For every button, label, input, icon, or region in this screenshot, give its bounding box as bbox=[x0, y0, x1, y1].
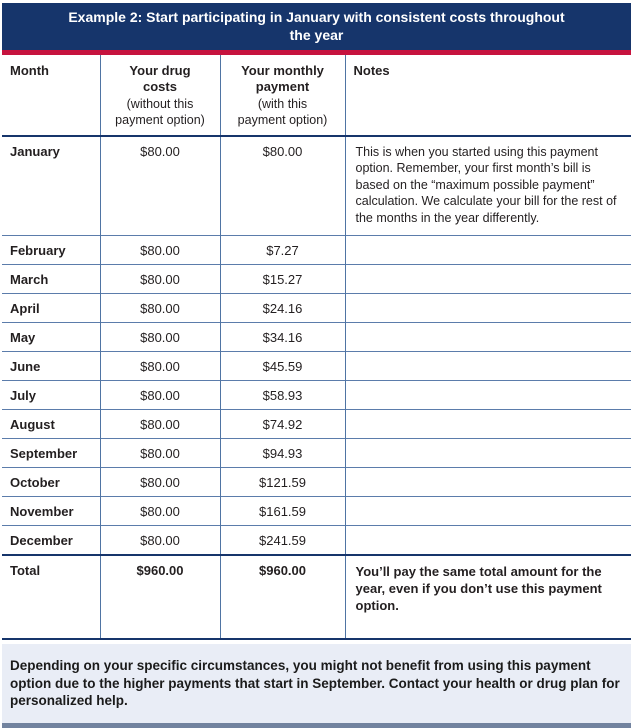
total-drug-costs-cell: $960.00 bbox=[100, 555, 220, 640]
notes-cell bbox=[345, 293, 631, 322]
drug-costs-cell: $80.00 bbox=[100, 136, 220, 236]
total-notes-cell: You’ll pay the same total amount for the year, even if you don’t use this payment option. bbox=[345, 555, 631, 640]
column-sublabel: (without this payment option) bbox=[115, 97, 205, 128]
monthly-payment-cell: $45.59 bbox=[220, 351, 345, 380]
month-cell: June bbox=[10, 358, 41, 374]
table-row-september bbox=[2, 438, 631, 467]
notes-cell bbox=[345, 264, 631, 293]
drug-costs-cell: $80.00 bbox=[100, 322, 220, 351]
monthly-payment-cell: $58.93 bbox=[220, 380, 345, 409]
notes-cell bbox=[345, 322, 631, 351]
table-title-text: Example 2: Start participating in January with consistent costs throughout the year bbox=[68, 9, 565, 44]
monthly-payment-cell: $74.92 bbox=[220, 409, 345, 438]
notes-cell: This is when you started using this payment option. Remember, your first month’s bill is based on the “maximum possible payment” calculation. We calculate your bill for the rest of the months in the year differently. bbox=[345, 136, 631, 236]
table-row-july bbox=[2, 380, 631, 409]
column-label: Month bbox=[10, 63, 49, 79]
month-cell: March bbox=[10, 271, 49, 287]
table-row-april bbox=[2, 293, 631, 322]
notes-cell bbox=[345, 235, 631, 264]
monthly-payment-cell: $15.27 bbox=[220, 264, 345, 293]
table-row-may bbox=[2, 322, 631, 351]
column-sublabel: (with this payment option) bbox=[237, 97, 328, 128]
bottom-border-bar bbox=[2, 723, 631, 728]
table-row-january bbox=[2, 136, 631, 236]
drug-costs-cell: $80.00 bbox=[100, 351, 220, 380]
month-cell: January bbox=[10, 143, 60, 159]
table-header bbox=[2, 55, 631, 135]
drug-costs-cell: $80.00 bbox=[100, 409, 220, 438]
table-row-march bbox=[2, 264, 631, 293]
table-row-february bbox=[2, 235, 631, 264]
month-cell: May bbox=[10, 329, 36, 345]
notes-cell bbox=[345, 438, 631, 467]
total-monthly-payment-cell: $960.00 bbox=[220, 555, 345, 640]
disclaimer-footnote bbox=[2, 644, 631, 723]
monthly-payment-cell: $34.16 bbox=[220, 322, 345, 351]
monthly-payment-cell: $24.16 bbox=[220, 293, 345, 322]
table-row-november bbox=[2, 496, 631, 525]
column-label: Your monthly payment bbox=[241, 63, 324, 95]
monthly-payment-cell: $94.93 bbox=[220, 438, 345, 467]
table-title bbox=[2, 3, 631, 50]
drug-costs-cell: $80.00 bbox=[100, 467, 220, 496]
monthly-payment-cell: $7.27 bbox=[220, 235, 345, 264]
month-cell: December bbox=[10, 532, 73, 548]
drug-costs-cell: $80.00 bbox=[100, 380, 220, 409]
column-header-notes bbox=[345, 55, 631, 135]
payment-example-table bbox=[2, 55, 631, 640]
drug-costs-cell: $80.00 bbox=[100, 264, 220, 293]
month-cell: November bbox=[10, 503, 74, 519]
column-label: Your drug costs bbox=[129, 63, 191, 95]
table-row-october bbox=[2, 467, 631, 496]
column-label: Notes bbox=[353, 63, 390, 79]
notes-cell bbox=[345, 496, 631, 525]
column-header-monthly-payment bbox=[220, 55, 345, 135]
column-header-month bbox=[2, 55, 100, 135]
total-label-cell: Total bbox=[10, 562, 41, 578]
disclaimer-text: Depending on your specific circumstances, you might not benefit from using this payment option due to the higher payments that start in September. Contact your health or drug plan for personalized help. bbox=[10, 658, 620, 709]
table-body bbox=[2, 136, 631, 640]
month-cell: April bbox=[10, 300, 40, 316]
drug-costs-cell: $80.00 bbox=[100, 293, 220, 322]
column-header-drug-costs bbox=[100, 55, 220, 135]
monthly-payment-cell: $241.59 bbox=[220, 525, 345, 555]
notes-cell bbox=[345, 467, 631, 496]
drug-costs-cell: $80.00 bbox=[100, 496, 220, 525]
notes-cell bbox=[345, 409, 631, 438]
drug-costs-cell: $80.00 bbox=[100, 525, 220, 555]
month-cell: February bbox=[10, 242, 66, 258]
monthly-payment-cell: $161.59 bbox=[220, 496, 345, 525]
drug-costs-cell: $80.00 bbox=[100, 438, 220, 467]
drug-costs-cell: $80.00 bbox=[100, 235, 220, 264]
table-row-june bbox=[2, 351, 631, 380]
table-row-august bbox=[2, 409, 631, 438]
header-row bbox=[2, 55, 631, 135]
table-row-total bbox=[2, 555, 631, 640]
month-cell: August bbox=[10, 416, 55, 432]
month-cell: July bbox=[10, 387, 37, 403]
monthly-payment-cell: $80.00 bbox=[220, 136, 345, 236]
table-row-december bbox=[2, 525, 631, 555]
notes-cell bbox=[345, 525, 631, 555]
month-cell: October bbox=[10, 474, 60, 490]
monthly-payment-cell: $121.59 bbox=[220, 467, 345, 496]
month-cell: September bbox=[10, 445, 78, 461]
notes-cell bbox=[345, 351, 631, 380]
notes-cell bbox=[345, 380, 631, 409]
